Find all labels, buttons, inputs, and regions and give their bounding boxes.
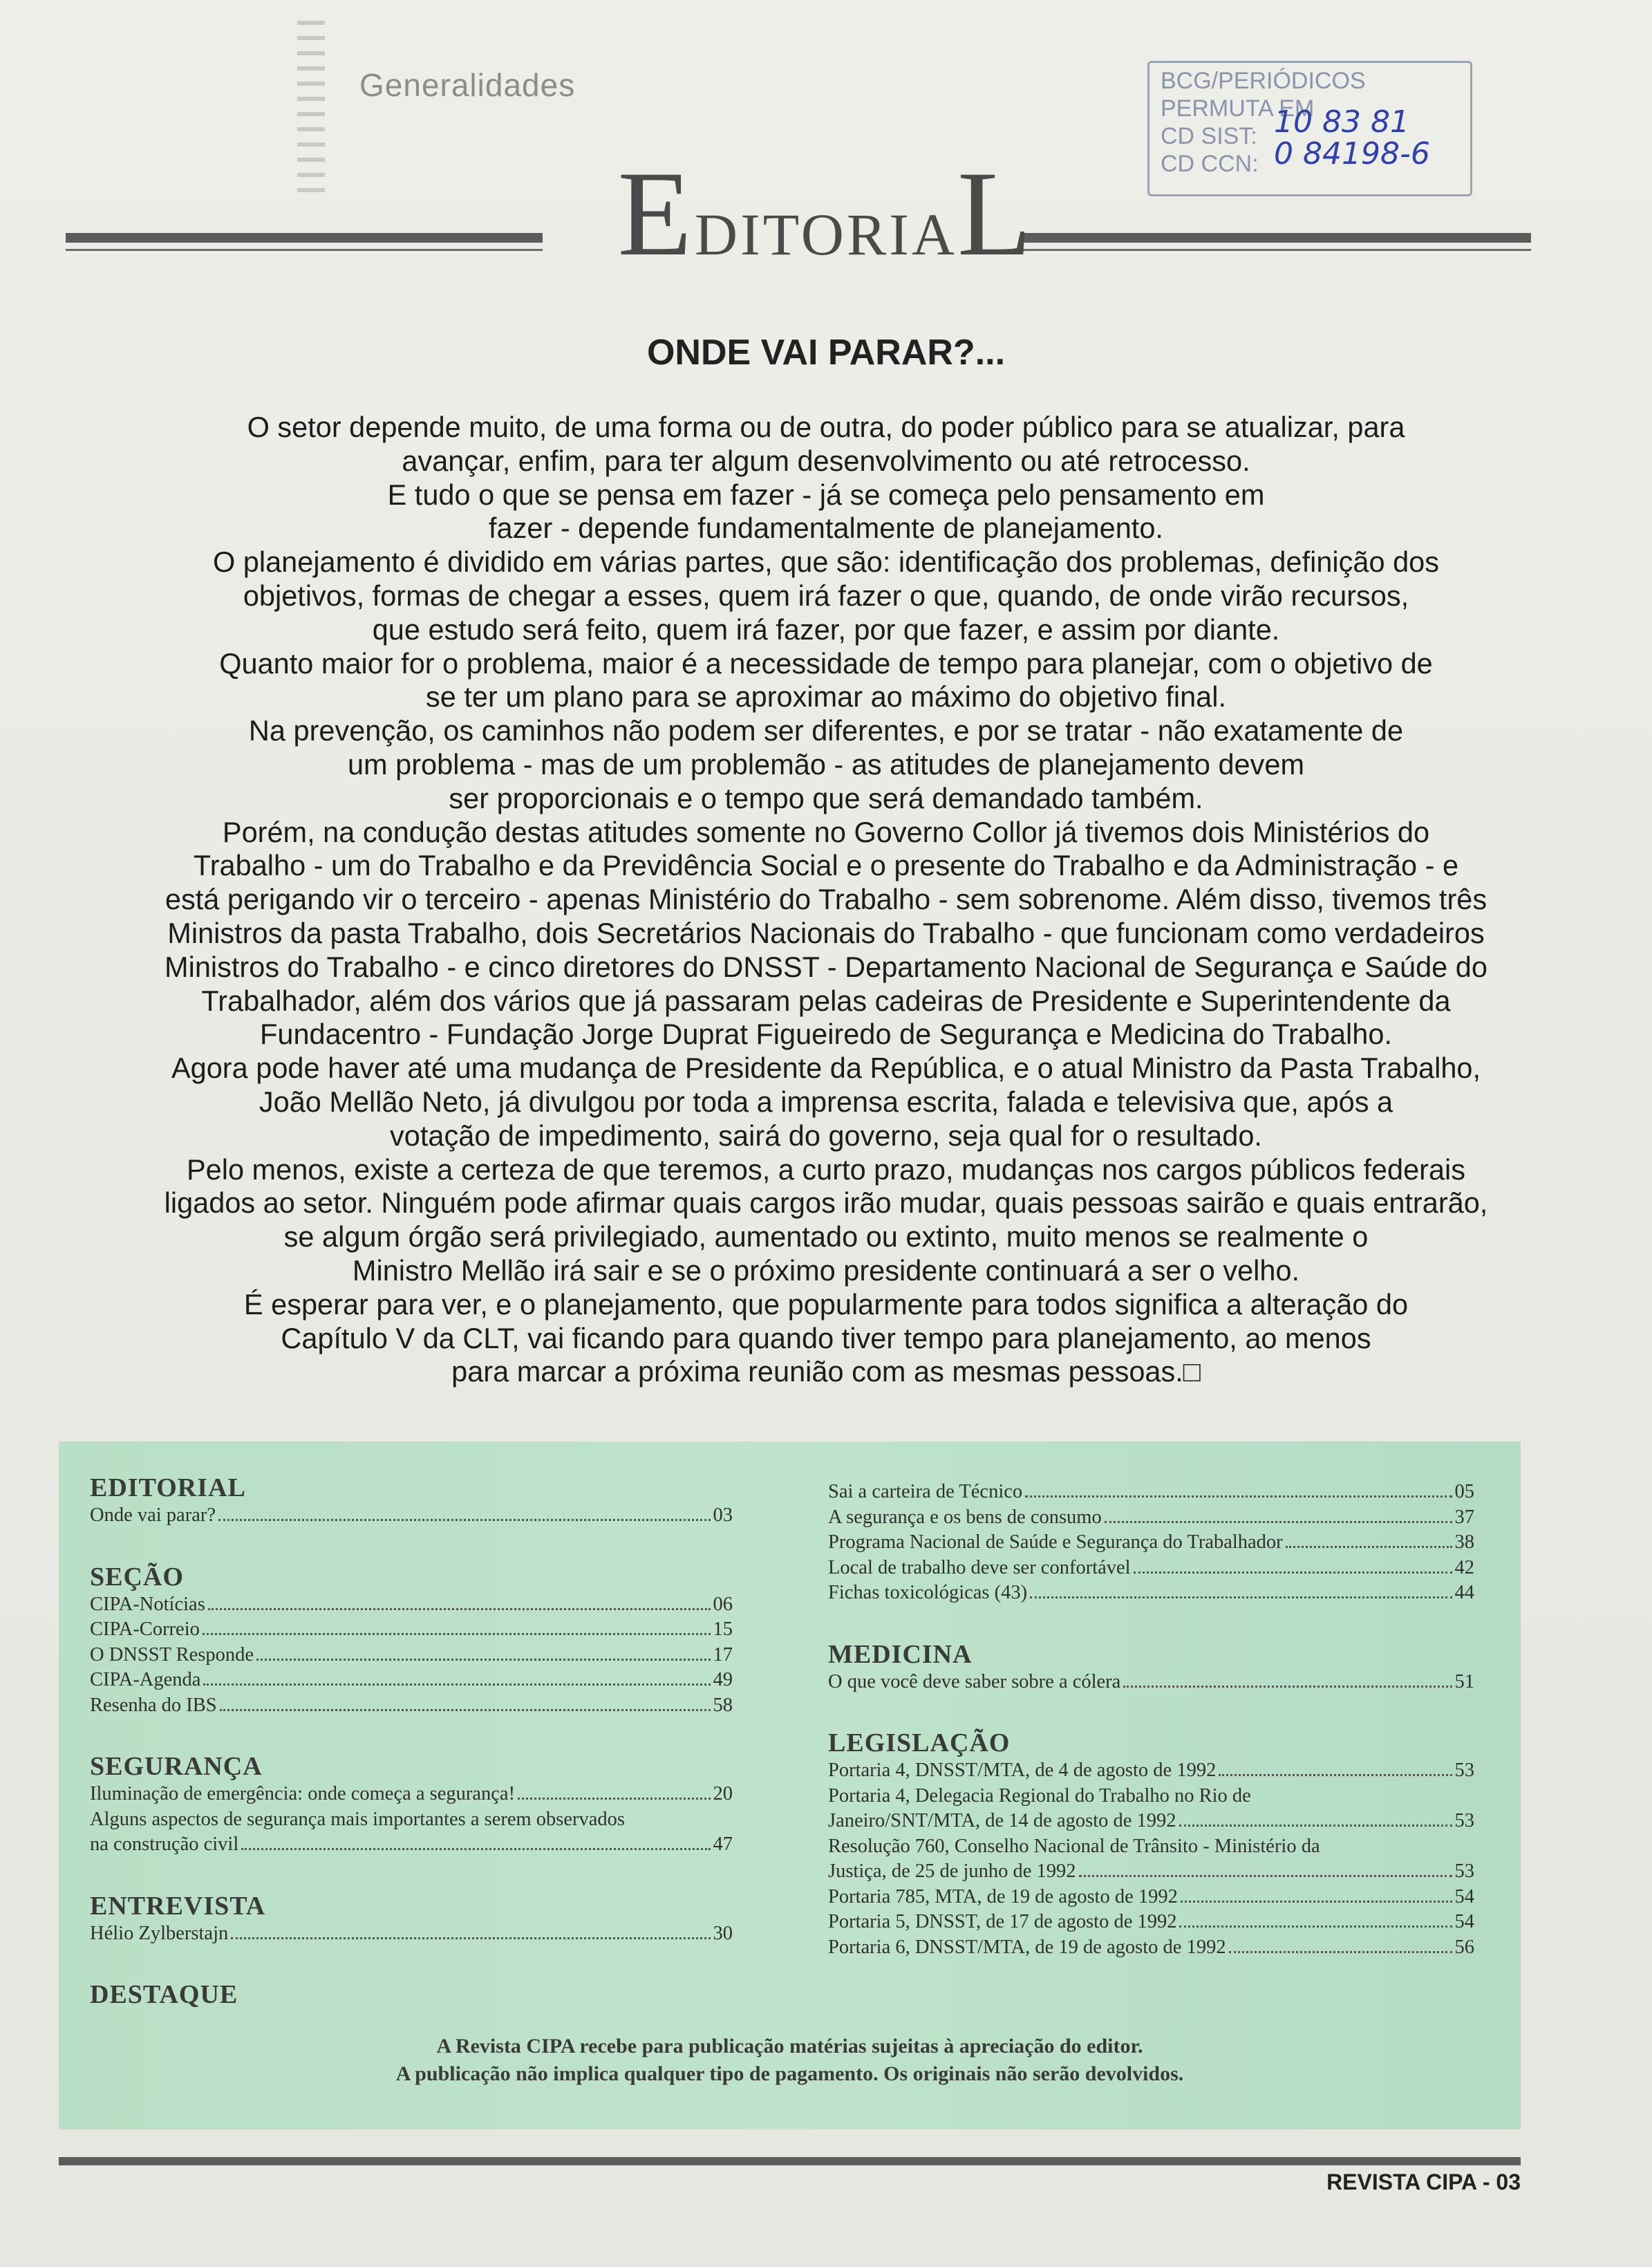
toc-entry-title: Programa Nacional de Saúde e Segurança do Trabalhador (828, 1531, 1283, 1553)
article-line-last (69, 1355, 1583, 1389)
toc-dot-leader (1181, 1901, 1452, 1903)
toc-entry-title: A segurança e os bens de consumo (828, 1506, 1102, 1528)
article-line: Trabalho - um do Trabalho e da Previdência Social e o presente do Trabalho e da Administração - e (193, 849, 1459, 882)
article-line: João Mellão Neto, já divulgou por toda a imprensa escrita, falada e televisiva que, após a (259, 1085, 1393, 1118)
toc-entry-title: Portaria 785, MTA, de 19 de agosto de 1992 (828, 1885, 1178, 1907)
toc-dot-leader (1229, 1951, 1452, 1953)
toc-entry-title: Justiça, de 25 de junho de 1992 (828, 1860, 1076, 1882)
toc-dot-leader (1123, 1686, 1452, 1688)
toc-entry-title: Onde vai parar? (90, 1504, 216, 1526)
toc-dot-leader (220, 1709, 711, 1711)
toc-heading-medicina: MEDICINA (828, 1639, 973, 1669)
toc-dot-leader (1079, 1875, 1452, 1877)
toc-entry-page: 54 (1454, 1911, 1474, 1932)
footer-rule (59, 2157, 1521, 2165)
toc-entry-title: CIPA-Notícias (90, 1593, 205, 1615)
toc-entry-title: Resenha do IBS (90, 1694, 217, 1716)
toc-entry[interactable] (828, 1935, 1474, 1961)
toc-entry-page: 03 (713, 1504, 733, 1526)
toc-dot-leader (1030, 1596, 1452, 1598)
toc-heading-secao: SEÇÃO (90, 1562, 184, 1592)
toc-entry-page: 49 (713, 1669, 733, 1690)
masthead-final: L (957, 147, 1035, 281)
toc-entry[interactable] (90, 1592, 733, 1618)
toc-entry-page: 42 (1454, 1556, 1474, 1578)
toc-heading-editorial: EDITORIAL (90, 1473, 246, 1502)
editorial-notice (59, 2033, 1521, 2088)
toc-entry-page: 20 (713, 1783, 733, 1804)
article-line: Capítulo V da CLT, vai ficando para quando tiver tempo para planejamento, ao menos (281, 1321, 1371, 1354)
toc-dot-leader (1219, 1774, 1452, 1776)
handwritten-sist-number: 10 83 81 (1274, 104, 1409, 140)
toc-dot-leader (1286, 1546, 1452, 1548)
toc-entry-title: O DNSST Responde (90, 1643, 254, 1666)
toc-dot-leader (1179, 1825, 1452, 1827)
toc-entry-page: 38 (1454, 1531, 1474, 1553)
footer-page-label: REVISTA CIPA - 03 (1326, 2170, 1521, 2194)
article-line: É esperar para ver, e o planejamento, que popularmente para todos significa a alteração do (243, 1287, 1409, 1321)
article-line: um problema - mas de um problemão - as atitudes de planejamento devem (347, 747, 1305, 781)
article-line: que estudo será feito, quem irá fazer, por que fazer, e assim por diante. (372, 613, 1280, 646)
toc-dot-leader (1025, 1495, 1452, 1498)
toc-entry-page: 53 (1454, 1810, 1474, 1831)
toc-entry-page: 15 (713, 1618, 733, 1640)
toc-dot-leader (218, 1519, 711, 1521)
toc-entry-page: 05 (1454, 1481, 1474, 1502)
toc-dot-leader (518, 1798, 710, 1800)
toc-left-column (90, 1473, 733, 2010)
toc-heading-entrevista: ENTREVISTA (90, 1891, 266, 1921)
toc-entry[interactable] (828, 1809, 1474, 1834)
article-line: ser proporcionais e o tempo que será demandado também. (449, 781, 1203, 814)
toc-heading-destaque: DESTAQUE (90, 1980, 238, 2009)
toc-heading-seguranca: SEGURANÇA (90, 1752, 263, 1781)
article-line: se ter um plano para se aproximar ao máximo do objetivo final. (426, 680, 1226, 713)
toc-dot-leader (208, 1608, 711, 1610)
toc-dot-leader (231, 1937, 710, 1939)
toc-entry[interactable] (828, 1910, 1474, 1935)
toc-entry[interactable] (90, 1503, 733, 1529)
toc-entry-page: 56 (1454, 1936, 1474, 1958)
article-line: Ministro Mellão irá sair e se o próximo presidente continuará a ser o velho. (352, 1253, 1300, 1287)
masthead-initial: E (617, 147, 695, 281)
toc-entry-continued-line[interactable]: Alguns aspectos de segurança mais importantes a serem observados (90, 1808, 626, 1830)
toc-entry[interactable] (90, 1668, 733, 1693)
toc-entry[interactable] (90, 1693, 733, 1719)
toc-entry-title: Iluminação de emergência: onde começa a segurança! (90, 1783, 516, 1804)
article-body (69, 411, 1583, 1389)
toc-dot-leader (1105, 1521, 1452, 1523)
notice-line: A publicação não implica qualquer tipo de pagamento. Os originais não serão devolvidos. (395, 2062, 1184, 2085)
toc-entry-continued-line[interactable]: Portaria 4, Delegacia Regional do Trabalho no Rio de (828, 1784, 1251, 1807)
toc-entry-title: Hélio Zylberstajn (90, 1922, 229, 1944)
handwritten-ccn-number: 0 84198-6 (1274, 136, 1430, 171)
toc-entry-title: Local de trabalho deve ser confortável (828, 1556, 1131, 1578)
toc-entry-title: Portaria 4, DNSST/MTA, de 4 de agosto de 1992 (828, 1760, 1217, 1781)
toc-right-column (828, 1480, 1474, 1960)
toc-dot-leader (241, 1848, 710, 1850)
toc-entry[interactable] (90, 1921, 733, 1947)
article-line: Ministros da pasta Trabalho, dois Secretários Nacionais do Trabalho - que funcionam como verdadeiros (167, 916, 1485, 949)
article-line: Quanto maior for o problema, maior é a necessidade de tempo para planejar, com o objetivo de (219, 646, 1433, 680)
library-stamp-line: PERMUTA EM (1161, 95, 1315, 122)
toc-entry-page: 51 (1454, 1670, 1474, 1692)
article-line: O planejamento é dividido em várias partes, que são: identificação dos problemas, definição dos (212, 545, 1439, 579)
toc-dot-leader (1179, 1925, 1452, 1928)
toc-entry-page: 44 (1454, 1582, 1474, 1603)
article-line: Na prevenção, os caminhos não podem ser diferentes, e por se tratar - não exatamente de (248, 714, 1404, 747)
toc-entry-title: Fichas toxicológicas (43) (828, 1582, 1028, 1603)
toc-heading-legislacao: LEGISLAÇÃO (828, 1728, 1011, 1757)
toc-entry-page: 58 (713, 1694, 733, 1716)
article-line: fazer - depende fundamentalmente de planejamento. (489, 512, 1163, 545)
toc-entry-page: 54 (1454, 1885, 1474, 1907)
article-line: Porém, na condução destas atitudes somente no Governo Collor já tivemos dois Ministérios do (222, 815, 1430, 848)
toc-entry[interactable] (90, 1782, 733, 1807)
library-stamp-line: CD CCN: (1161, 151, 1259, 177)
toc-entry-page: 37 (1454, 1506, 1474, 1528)
toc-entry-continued-line[interactable]: Resolução 760, Conselho Nacional de Trânsito - Ministério da (828, 1835, 1320, 1857)
toc-entry-title: Portaria 6, DNSST/MTA, de 19 de agosto de 1992 (828, 1936, 1226, 1958)
article-line: objetivos, formas de chegar a esses, quem irá fazer o que, quando, de onde virão recursos, (243, 579, 1409, 612)
article-line: Trabalhador, além dos vários que já passaram pelas cadeiras de Presidente e Superintendente da (201, 984, 1451, 1017)
article-line: votação de impedimento, sairá do governo, seja qual for o resultado. (390, 1119, 1262, 1152)
toc-dot-leader (1134, 1571, 1452, 1574)
toc-entry[interactable] (828, 1670, 1474, 1695)
toc-entry-page: 53 (1454, 1760, 1474, 1781)
toc-entry[interactable] (90, 1643, 733, 1668)
toc-entry-title: O que você deve saber sobre a cólera (828, 1670, 1121, 1692)
toc-entry[interactable] (828, 1885, 1474, 1910)
toc-entry-title: CIPA-Correio (90, 1618, 200, 1640)
toc-entry-title: Sai a carteira de Técnico (828, 1481, 1023, 1502)
toc-entry[interactable] (828, 1505, 1474, 1531)
toc-dot-leader (203, 1683, 710, 1686)
toc-entry[interactable] (828, 1556, 1474, 1581)
toc-entry-page: 30 (713, 1922, 733, 1944)
article-line: Agora pode haver até uma mudança de Presidente da República, e o atual Ministro da Pasta Trabalho, (171, 1052, 1481, 1085)
section-stamp: Generalidades (359, 67, 576, 103)
article-line: Ministros do Trabalho - e cinco diretores do DNSST - Departamento Nacional de Segurança e Saúde do (165, 950, 1487, 983)
toc-entry[interactable] (828, 1758, 1474, 1784)
toc-entry[interactable] (828, 1859, 1474, 1885)
article-line: ligados ao setor. Ninguém pode afirmar quais cargos irão mudar, quais pessoas sairão e quais entrarão, (164, 1186, 1488, 1220)
toc-entry-title: Portaria 5, DNSST, de 17 de agosto de 1992 (828, 1911, 1177, 1932)
toc-entry[interactable] (90, 1617, 733, 1643)
end-mark: □ (1183, 1355, 1201, 1388)
toc-entry-page: 06 (713, 1593, 733, 1615)
toc-entry-title: CIPA-Agenda (90, 1669, 201, 1690)
article-line: E tudo o que se pensa em fazer - já se começa pelo pensamento em (387, 478, 1265, 511)
toc-entry-page: 53 (1454, 1860, 1474, 1882)
toc-entry-title: na construção civil (90, 1834, 239, 1855)
toc-entry-title: Janeiro/SNT/MTA, de 14 de agosto de 1992 (828, 1810, 1176, 1831)
article-line: está perigando vir o terceiro - apenas Ministério do Trabalho - sem sobrenome. Além disso, tivemos três (165, 883, 1487, 916)
article-line: Fundacentro - Fundação Jorge Duprat Figueiredo de Segurança e Medicina do Trabalho. (260, 1018, 1392, 1051)
article-line-text: para marcar a próxima reunião com as mesmas pessoas. (451, 1355, 1183, 1388)
toc-dot-leader (256, 1659, 711, 1661)
toc-entry[interactable] (90, 1832, 733, 1858)
toc-entry-page: 17 (713, 1643, 733, 1666)
article-line: avançar, enfim, para ter algum desenvolvimento ou até retrocesso. (402, 444, 1250, 477)
article-headline: ONDE VAI PARAR?... (646, 333, 1006, 373)
masthead-middle: DITORIA (695, 201, 957, 268)
library-stamp-line: CD SIST: (1161, 123, 1257, 149)
article-line: se algum órgão será privilegiado, aumentado ou extinto, muito menos se realmente o (283, 1220, 1369, 1253)
notice-line: A Revista CIPA recebe para publicação matérias sujeitas à apreciação do editor. (436, 2035, 1143, 2058)
toc-entry-page: 47 (713, 1834, 733, 1855)
toc-entry[interactable] (828, 1480, 1474, 1505)
toc-dot-leader (203, 1633, 711, 1635)
article-line: Pelo menos, existe a certeza de que teremos, a curto prazo, mudanças nos cargos públicos federais (186, 1153, 1466, 1186)
toc-entry[interactable] (828, 1530, 1474, 1556)
library-stamp-line: BCG/PERIÓDICOS (1161, 68, 1366, 94)
article-line: O setor depende muito, de uma forma ou de outra, do poder público para se atualizar, para (247, 411, 1405, 443)
toc-entry[interactable] (828, 1580, 1474, 1606)
